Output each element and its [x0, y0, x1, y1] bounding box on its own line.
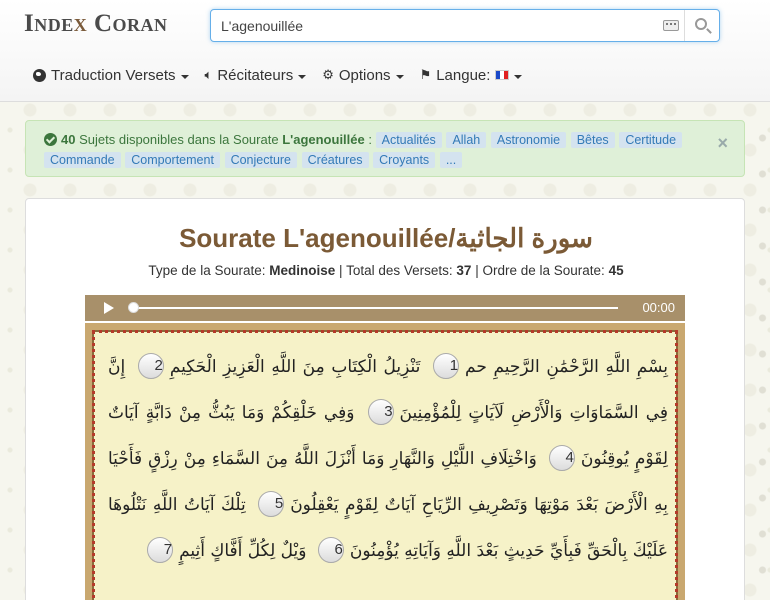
- topic-tag[interactable]: Créatures: [302, 152, 369, 168]
- order-value: 45: [608, 263, 624, 278]
- check-circle-icon: [44, 133, 57, 146]
- type-label: Type de la Sourate:: [148, 263, 266, 278]
- meta-separator: |: [475, 263, 479, 278]
- total-label: Total des Versets:: [346, 263, 453, 278]
- quran-frame: [85, 323, 685, 600]
- topics-text: Sujets disponibles dans la Sourate: [79, 132, 279, 147]
- topics-count: 40: [61, 132, 76, 147]
- progress-track[interactable]: [133, 307, 618, 309]
- topic-tag[interactable]: Comportement: [125, 152, 220, 168]
- verse-number-badge[interactable]: 3: [368, 399, 394, 425]
- caret-down-icon: [298, 75, 306, 79]
- top-header: [0, 0, 770, 102]
- main-nav: [33, 64, 538, 86]
- gear-icon: ⚙: [322, 67, 334, 82]
- audio-player: [85, 295, 685, 321]
- topic-tag[interactable]: Croyants: [373, 152, 435, 168]
- verse-number-badge[interactable]: 2: [138, 353, 164, 379]
- nav-recitateurs[interactable]: [205, 64, 307, 86]
- logo-x-mark: x: [73, 10, 88, 37]
- topic-tag[interactable]: Commande: [44, 152, 121, 168]
- play-icon[interactable]: [104, 302, 114, 314]
- topic-tag[interactable]: Conjecture: [225, 152, 297, 168]
- nav-label: Traduction Versets: [51, 66, 176, 84]
- caret-down-icon: [396, 75, 404, 79]
- search-input[interactable]: [221, 15, 651, 37]
- verse-text: تَنْزِيلُ الْكِتَابِ مِنَ اللَّهِ الْعَزِيزِ الْحَكِيمِ: [169, 357, 421, 377]
- surah-title: Sourate L'agenouillée/سورة الجاثية: [179, 223, 593, 253]
- site-logo[interactable]: [24, 10, 168, 38]
- surah-panel: [25, 198, 745, 600]
- decorative-border: [755, 120, 770, 600]
- progress-thumb[interactable]: [128, 302, 139, 313]
- total-value: 37: [456, 263, 472, 278]
- time-display: 00:00: [642, 300, 675, 315]
- verse-text: وَفِي خَلْقِكُمْ وَمَا يَبُثُّ مِنْ دَابَّةٍ آيَاتٌ لِقَوْمٍ يُوقِنُونَ: [108, 403, 668, 469]
- order-label: Ordre de la Sourate:: [482, 263, 605, 278]
- verse-text: تِلْكَ آيَاتُ اللَّهِ نَتْلُوهَا عَلَيْكَ بِالْحَقِّ فَبِأَيِّ حَدِيثٍ بَعْدَ اللَّهِ وَآيَاتِهِ يُؤْمِنُونَ: [108, 495, 668, 561]
- type-value: Medinoise: [269, 263, 336, 278]
- verse-number-badge[interactable]: 6: [318, 537, 344, 563]
- topic-tag[interactable]: Astronomie: [491, 132, 566, 148]
- globe-icon: [33, 69, 46, 82]
- logo-text-left: Inde: [24, 10, 74, 37]
- verse-number-badge[interactable]: 5: [258, 491, 284, 517]
- volume-icon: 🔈︎: [204, 67, 213, 82]
- search-icon[interactable]: [695, 18, 707, 30]
- topic-tag[interactable]: Certitude: [619, 132, 682, 148]
- verse-text: إِنَّ فِي السَّمَاوَاتِ وَالْأَرْضِ لَآيَاتٍ لِلْمُؤْمِنِينَ: [108, 357, 668, 423]
- quran-text: [108, 344, 668, 574]
- topic-tag[interactable]: Actualités: [376, 132, 442, 148]
- verse-text: بِسْمِ اللَّهِ الرَّحْمَٰنِ الرَّحِيمِ حم: [465, 357, 668, 377]
- topics-alert: [25, 120, 745, 177]
- topics-surah-name: L'agenouillée: [282, 132, 365, 147]
- topic-tag[interactable]: Allah: [446, 132, 486, 148]
- search-box: [210, 9, 720, 42]
- verse-text: وَيْلٌ لِكُلِّ أَفَّاكٍ أَثِيمٍ: [179, 541, 307, 561]
- logo-text-right: Coran: [87, 10, 168, 37]
- surah-meta: [26, 263, 746, 278]
- keyboard-icon[interactable]: [663, 20, 679, 31]
- verse-number-badge[interactable]: 7: [147, 537, 173, 563]
- verse-number-badge[interactable]: 4: [549, 445, 575, 471]
- nav-langue[interactable]: [420, 64, 523, 86]
- nav-label: Langue:: [436, 66, 491, 84]
- topic-tag[interactable]: ...: [440, 152, 462, 168]
- nav-options[interactable]: [322, 64, 403, 86]
- topic-tag[interactable]: Bêtes: [571, 132, 615, 148]
- close-alert-button[interactable]: ×: [717, 133, 728, 153]
- nav-label: Options: [338, 66, 391, 84]
- nav-label: Récitateurs: [217, 66, 294, 84]
- flag-icon: ⚑: [419, 67, 432, 82]
- nav-traduction-versets[interactable]: [33, 64, 189, 86]
- caret-down-icon: [181, 75, 189, 79]
- topics-colon: :: [364, 132, 372, 147]
- verse-number-badge[interactable]: 1: [433, 353, 459, 379]
- caret-down-icon: [514, 75, 522, 79]
- meta-separator: |: [339, 263, 343, 278]
- search-divider: [684, 10, 685, 41]
- french-flag-icon: [495, 70, 509, 80]
- verse-text: وَاخْتِلَافِ اللَّيْلِ وَالنَّهَارِ وَمَا أَنْزَلَ اللَّهُ مِنَ السَّمَاءِ مِنْ رِزْقٍ فَأَحْيَا بِهِ الْأَرْضَ بَعْدَ مَوْتِهَا وَتَصْرِيفِ الرِّيَاحِ آيَاتٌ لِقَوْمٍ يَعْقِلُونَ: [108, 449, 668, 515]
